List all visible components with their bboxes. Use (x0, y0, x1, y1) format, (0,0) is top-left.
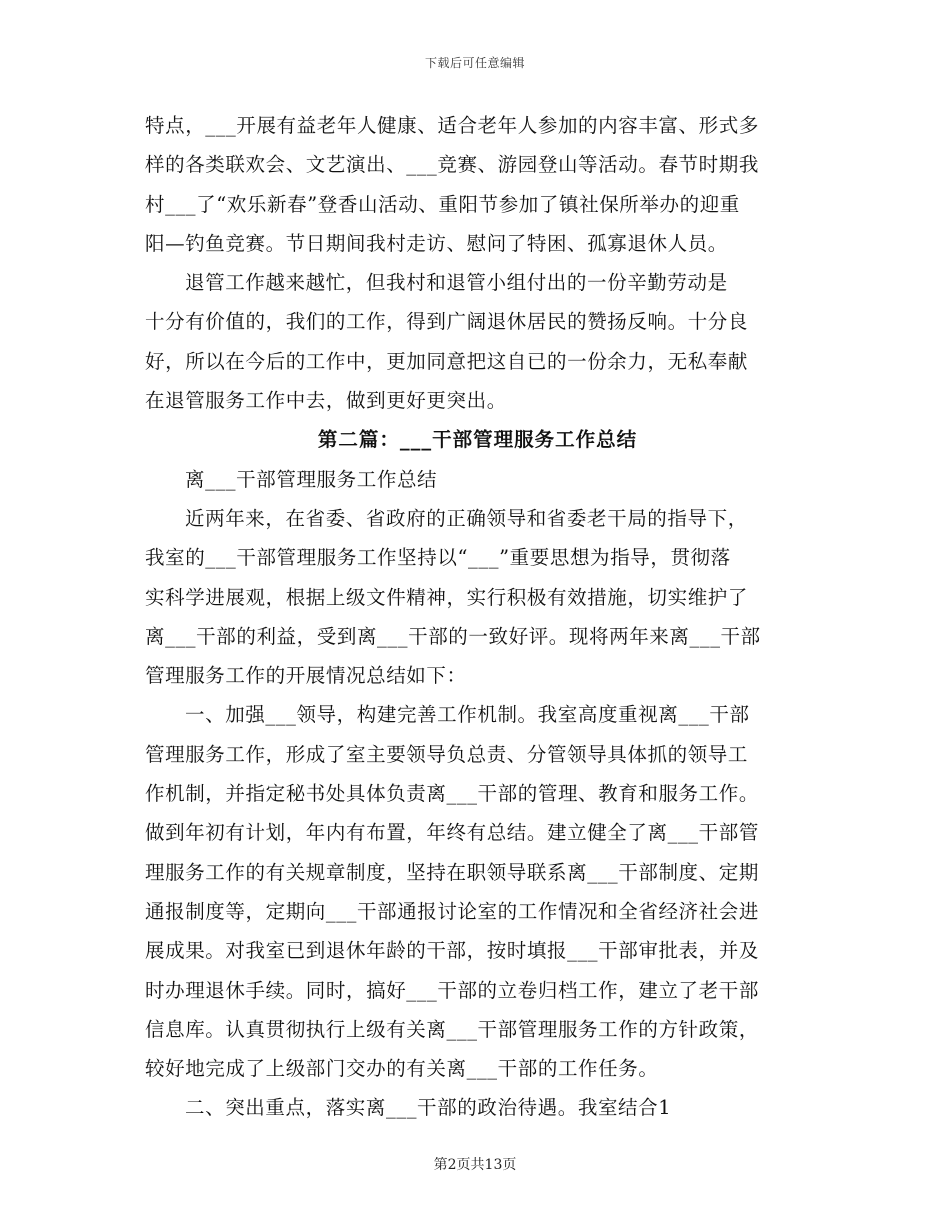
document-body (145, 106, 810, 1128)
text-line: 管理服务工作，形成了室主要领导负总责、分管领导具体抓的领导工 (145, 742, 749, 766)
text-line: 好，所以在今后的工作中，更加同意把这自已的一份余力，无私奉献 (145, 349, 749, 373)
text-line: 做到年初有计划，年内有布置，年终有总结。建立健全了离___干部管 (145, 821, 759, 845)
text-line: 离___干部管理服务工作总结 (185, 467, 438, 491)
text-line: 二、突出重点，落实离___干部的政治待遇。我室结合1 (185, 1096, 672, 1120)
text-line: 实科学进展观，根据上级文件精神，实行积极有效措施，切实维护了 (145, 585, 749, 609)
text-line: 阳—钓鱼竞赛。节日期间我村走访、慰问了特困、孤寡退休人员。 (145, 231, 728, 255)
text-line: 信息库。认真贯彻执行上级有关离___干部管理服务工作的方针政策， (145, 1017, 759, 1041)
section-heading: 第二篇：___干部管理服务工作总结 (317, 428, 638, 452)
text-line: 特点，___开展有益老年人健康、适合老年人参加的内容丰富、形式多 (145, 114, 759, 137)
text-line: 近两年来，在省委、省政府的正确领导和省委老干局的指导下， (185, 506, 748, 530)
text-line: 理服务工作的有关规章制度，坚持在职领导联系离___干部制度、定期 (145, 860, 759, 884)
text-line: 时办理退休手续。同时，搞好___干部的立卷归档工作，建立了老干部 (145, 978, 759, 1002)
text-line: 离___干部的利益，受到离___干部的一致好评。现将两年来离___干部 (145, 624, 761, 648)
text-line: 样的各类联欢会、文艺演出、___竞赛、游园登山等活动。春节时期我 (145, 153, 759, 177)
header-note: 下载后可任意编辑 (424, 56, 525, 70)
text-line: 在退管服务工作中去，做到更好更突出。 (145, 389, 507, 413)
text-line: 退管工作越来越忙，但我村和退管小组付出的一份辛勤劳动是 (185, 271, 728, 295)
text-line: 村___了“欢乐新春”登香山活动、重阳节参加了镇社保所举办的迎重 (145, 192, 740, 216)
text-line: 管理服务工作的开展情况总结如下： (145, 664, 467, 688)
text-line: 作机制，并指定秘书处具体负责离___干部的管理、教育和服务工作。 (145, 782, 759, 806)
text-line: 展成果。对我室已到退休年龄的干部，按时填报___干部审批表，并及 (145, 939, 759, 963)
page-number-footer: 第2页共13页 (433, 1157, 517, 1173)
text-line: 通报制度等，定期向___干部通报讨论室的工作情况和全省经济社会进 (145, 899, 759, 923)
text-line: 我室的___干部管理服务工作坚持以“___”重要思想为指导，贯彻落 (145, 546, 731, 570)
text-line: 较好地完成了上级部门交办的有关离___干部的工作任务。 (145, 1057, 659, 1081)
text-line: 一、加强___领导，构建完善工作机制。我室高度重视离___干部 (185, 703, 750, 727)
text-line: 十分有价值的，我们的工作，得到广阔退休居民的赞扬反响。十分良 (145, 310, 749, 334)
